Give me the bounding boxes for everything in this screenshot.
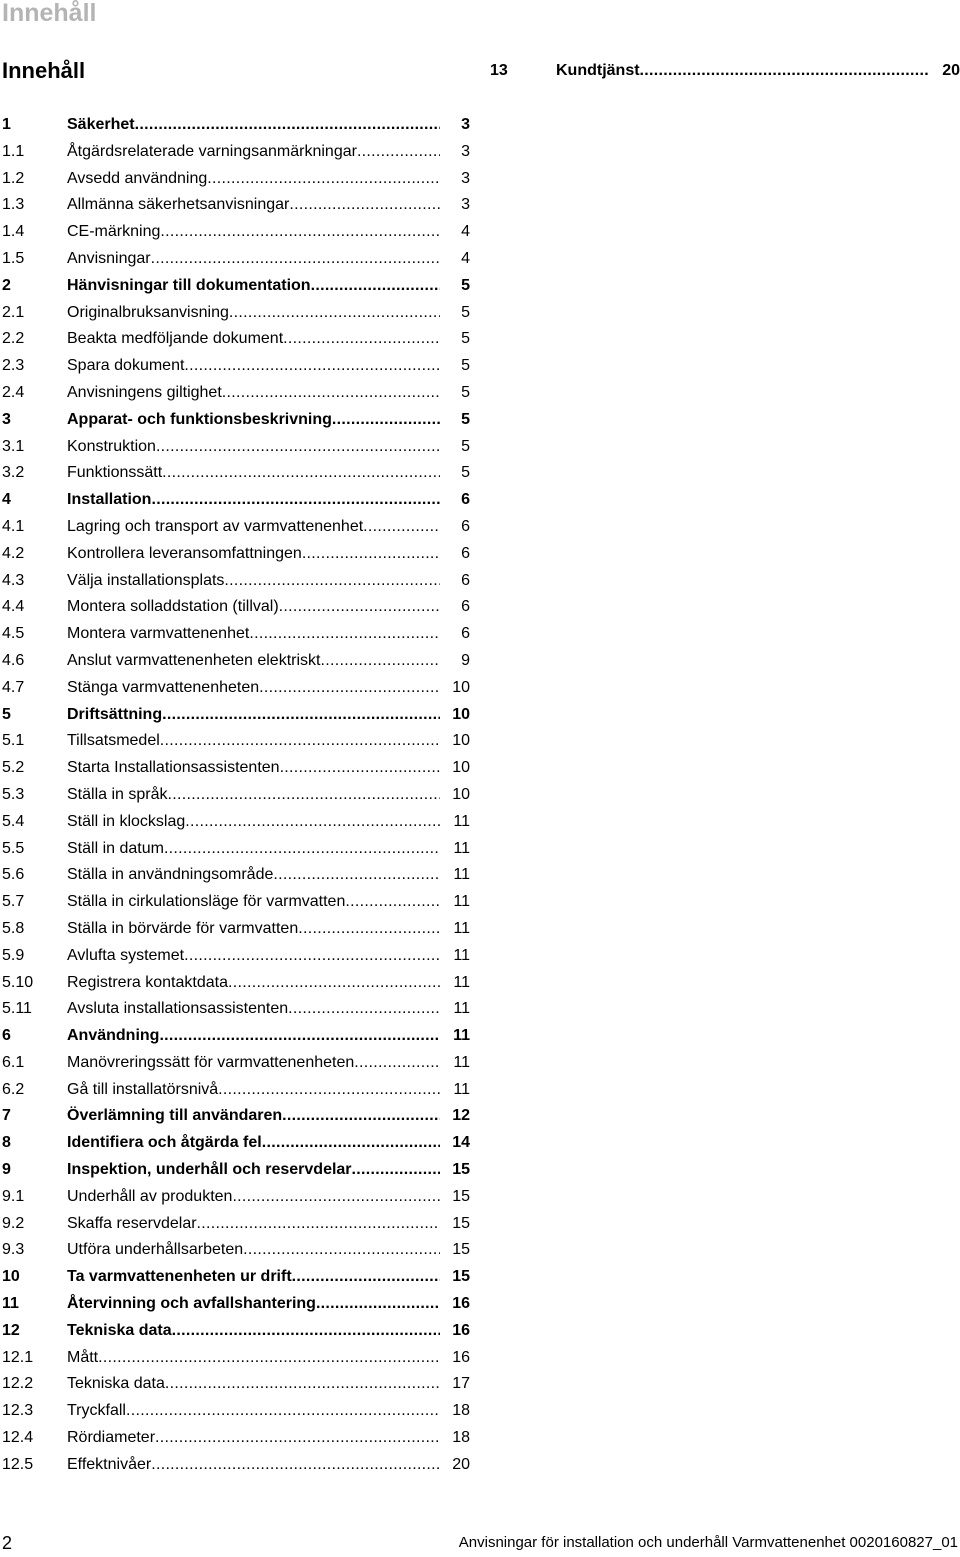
toc-leader-dots <box>302 541 440 568</box>
toc-leader-dots <box>162 460 440 487</box>
toc-entry[interactable] <box>2 1157 470 1184</box>
toc-leader-dots <box>222 380 440 407</box>
toc-number: 12.1 <box>2 1348 34 1366</box>
toc-page-number: 4 <box>461 249 470 267</box>
toc-page-number: 17 <box>452 1375 470 1393</box>
toc-number: 2.4 <box>2 383 25 401</box>
toc-entry[interactable] <box>2 246 470 273</box>
toc-leader-dots <box>262 1130 440 1157</box>
toc-label: Skaffa reservdelar <box>67 1214 197 1232</box>
toc-page-number: 20 <box>452 1455 470 1473</box>
toc-number: 5.4 <box>2 812 25 830</box>
toc-entry[interactable] <box>2 514 470 541</box>
toc-label: Tillsatsmedel <box>67 732 160 750</box>
toc-number: 9.1 <box>2 1187 25 1205</box>
toc-entry[interactable] <box>2 943 470 970</box>
toc-page-number: 15 <box>452 1241 470 1259</box>
toc-entry[interactable] <box>2 1264 470 1291</box>
toc-leader-dots <box>316 1291 440 1318</box>
toc-label: Effektnivåer <box>67 1455 152 1473</box>
toc-number: 4.4 <box>2 598 25 616</box>
footer-document-title: Anvisningar för installation och underhåll Varmvattenenhet 0020160827_01 <box>458 1534 958 1551</box>
toc-leader-dots <box>126 1398 440 1425</box>
toc-label: Välja installationsplats <box>67 571 225 589</box>
toc-number: 1.4 <box>2 223 25 241</box>
toc-leader-dots <box>160 728 440 755</box>
toc-number: 6.2 <box>2 1080 25 1098</box>
toc-leader-dots <box>259 675 440 702</box>
toc-number: 12.5 <box>2 1455 34 1473</box>
toc-entry[interactable] <box>2 809 470 836</box>
toc-entry[interactable] <box>2 675 470 702</box>
toc-entry[interactable] <box>2 166 470 193</box>
toc-leader-dots <box>357 139 440 166</box>
toc-entry[interactable] <box>2 755 470 782</box>
toc-label: Överlämning till användaren <box>67 1107 283 1125</box>
toc-page-number: 6 <box>461 544 470 562</box>
toc-number: 7 <box>2 1107 11 1125</box>
toc-leader-dots <box>332 407 440 434</box>
toc-leader-dots <box>229 300 440 327</box>
toc-leader-dots <box>165 1371 440 1398</box>
toc-number: 8 <box>2 1134 11 1152</box>
toc-label: Tekniska data <box>67 1375 165 1393</box>
toc-leader-dots <box>311 273 440 300</box>
toc-entry[interactable] <box>2 487 470 514</box>
toc-entry[interactable] <box>2 1103 470 1130</box>
toc-entry[interactable] <box>2 541 470 568</box>
toc-leader-dots <box>156 434 440 461</box>
toc-entry[interactable] <box>2 728 470 755</box>
toc-number: 5.7 <box>2 893 25 911</box>
toc-label: Åtgärdsrelaterade varningsanmärkningar <box>67 142 357 160</box>
toc-leader-dots <box>98 1345 440 1372</box>
toc-page-number: 5 <box>461 357 470 375</box>
toc-number: 2.3 <box>2 357 25 375</box>
toc-entry[interactable] <box>2 996 470 1023</box>
toc-page-number: 16 <box>452 1295 470 1313</box>
toc-leader-dots <box>243 1237 440 1264</box>
toc-label: Driftsättning <box>67 705 163 723</box>
toc-page-number: 11 <box>453 946 470 964</box>
toc-label: Tekniska data <box>67 1321 172 1339</box>
toc-leader-dots <box>232 1184 440 1211</box>
toc-number: 1.2 <box>2 169 25 187</box>
toc-page-number: 11 <box>453 866 470 884</box>
toc-page-number: 5 <box>461 437 470 455</box>
toc-leader-dots <box>162 702 440 729</box>
toc-entry[interactable] <box>2 1291 470 1318</box>
toc-page-number: 5 <box>461 303 470 321</box>
toc-leader-dots <box>184 943 440 970</box>
toc-number: 5 <box>2 705 11 723</box>
toc-page-number: 10 <box>452 705 470 723</box>
toc-page-number: 14 <box>452 1134 470 1152</box>
toc-page-number: 11 <box>453 919 470 937</box>
toc-label: Säkerhet <box>67 116 135 133</box>
page-footer <box>0 1528 960 1557</box>
toc-page-number: 11 <box>453 1053 470 1071</box>
toc-entry-13[interactable] <box>490 56 960 86</box>
toc-number: 5.1 <box>2 732 25 750</box>
toc-entry[interactable] <box>2 139 470 166</box>
toc-number: 2 <box>2 276 11 294</box>
toc-entry[interactable] <box>2 300 470 327</box>
toc-label: Användning <box>67 1027 160 1045</box>
toc-leader-dots <box>185 809 440 836</box>
toc-number: 6 <box>2 1027 11 1045</box>
toc-leader-dots <box>151 246 440 273</box>
toc-leader-dots <box>292 1264 440 1291</box>
toc-number: 3.1 <box>2 437 25 455</box>
toc-label: CE-märkning <box>67 223 161 241</box>
toc-page-number: 10 <box>452 785 470 803</box>
toc-label: Starta Installationsassistenten <box>67 759 280 777</box>
toc-entry[interactable] <box>2 916 470 943</box>
toc-label: Tryckfall <box>67 1402 126 1420</box>
toc-leader-dots <box>197 1211 440 1238</box>
toc-leader-dots <box>320 648 440 675</box>
toc-label: Gå till installatörsnivå <box>67 1080 219 1098</box>
toc-leader-dots <box>345 889 440 916</box>
toc-number: 12.2 <box>2 1375 34 1393</box>
toc-page-number: 11 <box>453 1000 470 1018</box>
toc-entry[interactable] <box>2 568 470 595</box>
toc-entry[interactable] <box>2 1371 470 1398</box>
toc-leader-dots <box>640 56 930 86</box>
toc-page-number: 5 <box>461 330 470 348</box>
running-header: Innehåll <box>2 0 97 27</box>
toc-leader-dots <box>172 1318 440 1345</box>
toc-number: 5.5 <box>2 839 25 857</box>
toc-page-number: 5 <box>461 464 470 482</box>
toc-entry[interactable] <box>2 353 470 380</box>
toc-number: 5.10 <box>2 973 34 991</box>
toc-page-number: 11 <box>453 839 470 857</box>
toc-entry[interactable] <box>2 407 470 434</box>
toc-leader-dots <box>164 836 440 863</box>
toc-entry[interactable] <box>2 1425 470 1452</box>
toc-number: 5.2 <box>2 759 25 777</box>
toc-number: 12 <box>2 1321 20 1339</box>
toc-entry[interactable] <box>2 1345 470 1372</box>
toc-label: Anslut varmvattenenheten elektriskt <box>67 651 321 669</box>
toc-page-number: 3 <box>461 142 470 160</box>
toc-label: Stänga varmvattenenheten <box>67 678 260 696</box>
toc-leader-dots <box>354 1050 440 1077</box>
toc-number: 5.3 <box>2 785 25 803</box>
toc-page-number: 6 <box>461 598 470 616</box>
toc-number: 5.11 <box>2 1000 32 1018</box>
toc-page-number: 16 <box>452 1348 470 1366</box>
toc-entry[interactable] <box>2 836 470 863</box>
toc-page-number: 11 <box>453 973 470 991</box>
toc-number: 6.1 <box>2 1053 25 1071</box>
footer-page-number: 2 <box>2 1533 13 1553</box>
toc-label: Ställ in klockslag <box>67 812 186 830</box>
toc-entry[interactable] <box>2 1023 470 1050</box>
toc-number: 11 <box>2 1295 19 1313</box>
toc-entry[interactable] <box>2 782 470 809</box>
toc-number: 4.3 <box>2 571 25 589</box>
toc-number: 4.6 <box>2 651 25 669</box>
toc-entry[interactable] <box>2 702 470 729</box>
toc-entry[interactable] <box>2 1050 470 1077</box>
toc-entry[interactable] <box>2 648 470 675</box>
toc-entry[interactable] <box>2 1184 470 1211</box>
toc-page-number: 3 <box>461 169 470 187</box>
toc-label: Ställa in språk <box>67 785 168 803</box>
toc-page-number: 12 <box>452 1107 470 1125</box>
toc-label: Identifiera och åtgärda fel <box>67 1134 262 1152</box>
toc-entry[interactable] <box>2 1211 470 1238</box>
toc-leader-dots <box>279 594 440 621</box>
toc-page-number: 10 <box>452 732 470 750</box>
toc-leader-dots <box>218 1077 440 1104</box>
toc-entry[interactable] <box>2 273 470 300</box>
toc-leader-dots <box>283 326 440 353</box>
toc-page-number: 4 <box>461 223 470 241</box>
toc-label: Underhåll av produkten <box>67 1187 233 1205</box>
toc-label: Mått <box>67 1348 99 1366</box>
toc-page-number: 20 <box>942 62 960 79</box>
toc-number: 4.1 <box>2 517 25 535</box>
toc-page-number: 11 <box>453 893 470 911</box>
toc-entry[interactable] <box>2 192 470 219</box>
toc-label: Kontrollera leveransomfattningen <box>67 544 302 562</box>
toc-page-number: 18 <box>452 1429 470 1447</box>
toc-entry[interactable] <box>2 970 470 997</box>
toc-entry[interactable] <box>2 219 470 246</box>
toc-number: 3 <box>2 410 11 428</box>
table-of-contents <box>2 112 470 1479</box>
toc-number: 12.4 <box>2 1429 34 1447</box>
toc-page-number: 5 <box>461 410 470 428</box>
toc-page-number: 18 <box>452 1402 470 1420</box>
toc-page-number: 10 <box>452 759 470 777</box>
toc-label: Ställ in datum <box>67 839 164 857</box>
toc-page-number: 5 <box>461 383 470 401</box>
toc-label: Anvisningar <box>67 249 151 267</box>
toc-page-number: 3 <box>461 116 470 133</box>
toc-page-number: 11 <box>453 1027 470 1045</box>
toc-label: Beakta medföljande dokument <box>67 330 284 348</box>
toc-entry[interactable] <box>2 1130 470 1157</box>
toc-label: Montera solladdstation (tillval) <box>67 598 279 616</box>
toc-page-number: 6 <box>461 491 470 509</box>
toc-number: 9.2 <box>2 1214 25 1232</box>
toc-leader-dots <box>289 192 440 219</box>
toc-number: 9.3 <box>2 1241 25 1259</box>
toc-leader-dots <box>363 514 440 541</box>
toc-page-number: 9 <box>461 651 470 669</box>
toc-leader-dots <box>352 1157 440 1184</box>
toc-entry[interactable] <box>2 1077 470 1104</box>
toc-label: Konstruktion <box>67 437 156 455</box>
toc-number: 2.2 <box>2 330 25 348</box>
toc-page-number: 3 <box>461 196 470 214</box>
toc-leader-dots <box>155 1425 440 1452</box>
toc-label: Återvinning och avfallshantering <box>67 1295 316 1313</box>
toc-label: Manövreringssätt för varmvattenenheten <box>67 1053 355 1071</box>
toc-page-number: 10 <box>452 678 470 696</box>
toc-number: 12.3 <box>2 1402 34 1420</box>
toc-entry[interactable] <box>2 1237 470 1264</box>
toc-label: Rördiameter <box>67 1429 156 1447</box>
toc-leader-dots <box>298 916 440 943</box>
toc-number: 1 <box>2 116 11 133</box>
toc-number: 9 <box>2 1161 11 1179</box>
toc-label: Funktionssätt <box>67 464 163 482</box>
toc-label: Ställa in användningsområde <box>67 866 274 884</box>
toc-label: Registrera kontaktdata <box>67 973 228 991</box>
toc-entry[interactable] <box>2 380 470 407</box>
toc-label: Avlufta systemet <box>67 946 185 964</box>
toc-label: Utföra underhållsarbeten <box>67 1241 244 1259</box>
toc-number: 3.2 <box>2 464 25 482</box>
toc-page-number: 15 <box>452 1268 470 1286</box>
toc-entry[interactable] <box>2 434 470 461</box>
toc-page-number: 11 <box>453 1080 470 1098</box>
toc-label: Ta varmvattenenheten ur drift <box>67 1268 292 1286</box>
toc-leader-dots <box>151 487 440 514</box>
toc-label: Hänvisningar till dokumentation <box>67 276 311 294</box>
toc-number: 1.1 <box>2 142 25 160</box>
toc-entry[interactable] <box>2 1398 470 1425</box>
toc-page-number: 6 <box>461 571 470 589</box>
toc-leader-dots <box>135 112 440 139</box>
toc-number: 5.6 <box>2 866 25 884</box>
toc-label: Lagring och transport av varmvattenenhet <box>67 517 364 535</box>
toc-page-number: 15 <box>452 1214 470 1232</box>
toc-number: 4.2 <box>2 544 25 562</box>
toc-label: Installation <box>67 491 152 509</box>
toc-label: Avsedd användning <box>67 169 208 187</box>
toc-label: Avsluta installationsassistenten <box>67 1000 289 1018</box>
toc-page-number: 5 <box>461 276 470 294</box>
toc-entry[interactable] <box>2 594 470 621</box>
toc-leader-dots <box>282 1103 440 1130</box>
toc-leader-dots <box>249 621 440 648</box>
toc-label: Montera varmvattenenhet <box>67 625 250 643</box>
toc-leader-dots <box>280 755 440 782</box>
toc-label: Originalbruksanvisning <box>67 303 229 321</box>
toc-leader-dots <box>159 1023 440 1050</box>
toc-entry[interactable] <box>2 112 470 139</box>
toc-number: 2.1 <box>2 303 25 321</box>
toc-entry[interactable] <box>2 326 470 353</box>
toc-entry[interactable] <box>2 1318 470 1345</box>
toc-number: 1.5 <box>2 249 25 267</box>
toc-label: Kundtjänst <box>556 62 640 79</box>
toc-page-number: 6 <box>461 625 470 643</box>
toc-label: Anvisningens giltighet <box>67 383 222 401</box>
toc-entry[interactable] <box>2 889 470 916</box>
toc-leader-dots <box>288 996 440 1023</box>
toc-number: 13 <box>490 62 508 79</box>
toc-leader-dots <box>224 568 440 595</box>
toc-number: 10 <box>2 1268 20 1286</box>
toc-page-number: 15 <box>452 1161 470 1179</box>
toc-number: 5.8 <box>2 919 25 937</box>
toc-leader-dots <box>160 219 440 246</box>
toc-number: 4 <box>2 491 11 509</box>
toc-entry[interactable] <box>2 1452 470 1479</box>
toc-leader-dots <box>151 1452 440 1479</box>
toc-leader-dots <box>184 353 440 380</box>
toc-entry[interactable] <box>2 862 470 889</box>
toc-page-number: 15 <box>452 1187 470 1205</box>
toc-label: Ställa in börvärde för varmvatten <box>67 919 299 937</box>
toc-leader-dots <box>207 166 440 193</box>
toc-label: Ställa in cirkulationsläge för varmvatten <box>67 893 346 911</box>
toc-page-number: 6 <box>461 517 470 535</box>
toc-page-number: 16 <box>452 1321 470 1339</box>
toc-number: 5.9 <box>2 946 25 964</box>
page-title: Innehåll <box>2 58 86 83</box>
toc-number: 4.7 <box>2 678 25 696</box>
toc-label: Inspektion, underhåll och reservdelar <box>67 1161 352 1179</box>
toc-page-number: 11 <box>453 812 470 830</box>
toc-leader-dots <box>168 782 441 809</box>
toc-leader-dots <box>273 862 440 889</box>
toc-label: Allmänna säkerhetsanvisningar <box>67 196 290 214</box>
toc-number: 4.5 <box>2 625 25 643</box>
toc-number: 1.3 <box>2 196 25 214</box>
toc-entry[interactable] <box>2 460 470 487</box>
toc-entry[interactable] <box>2 621 470 648</box>
toc-label: Apparat- och funktionsbeskrivning <box>67 410 332 428</box>
toc-leader-dots <box>228 970 440 997</box>
toc-label: Spara dokument <box>67 357 185 375</box>
